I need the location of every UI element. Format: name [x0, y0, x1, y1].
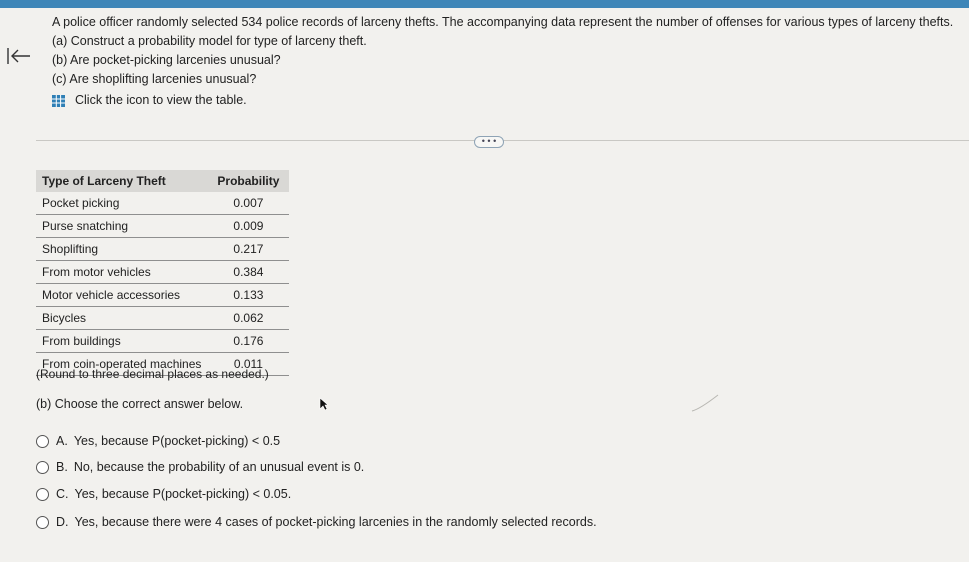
table-header-row: [36, 170, 289, 192]
view-table-link[interactable]: [52, 91, 953, 110]
answer-option-a[interactable]: [36, 434, 280, 448]
probability-cell: 0.217: [207, 238, 289, 261]
probability-cell: 0.011: [207, 353, 289, 376]
question-b-prompt: (b) Choose the correct answer below.: [36, 397, 244, 411]
radio-button-d[interactable]: [36, 516, 49, 529]
probability-cell: 0.009: [207, 215, 289, 238]
theft-type-cell: Purse snatching: [36, 215, 207, 238]
problem-intro: A police officer randomly selected 534 police records of larceny thefts. The accompanying data represent the number of offenses for various types of larceny thefts.: [52, 15, 954, 29]
radio-button-b[interactable]: [36, 461, 49, 474]
theft-type-cell: Shoplifting: [36, 238, 207, 261]
column-header-type: Type of Larceny Theft: [36, 170, 207, 192]
theft-type-cell: From coin-operated machines: [36, 353, 207, 376]
mouse-cursor-icon: [319, 397, 329, 411]
answer-option-b[interactable]: [36, 460, 364, 474]
option-text: Yes, because P(pocket-picking) < 0.5: [73, 434, 281, 448]
part-b-text: (b) Are pocket-picking larcenies unusual?: [52, 53, 281, 67]
table-row: [36, 215, 289, 238]
table-row: [36, 284, 289, 307]
rounding-note: (Round to three decimal places as needed.): [36, 367, 269, 381]
theft-type-cell: From motor vehicles: [36, 261, 207, 284]
table-row: [36, 238, 289, 261]
radio-button-a[interactable]: [36, 435, 49, 448]
top-accent-bar: [0, 0, 969, 8]
table-row: [36, 307, 289, 330]
answer-option-d[interactable]: [36, 515, 597, 529]
probability-cell: 0.007: [207, 192, 289, 215]
option-letter: C.: [56, 487, 69, 501]
expand-more-button[interactable]: • • •: [474, 136, 504, 148]
theft-type-cell: Pocket picking: [36, 192, 207, 215]
theft-type-cell: Bicycles: [36, 307, 207, 330]
column-header-probability: Probability: [207, 170, 289, 192]
probability-model-table: [36, 170, 289, 376]
view-table-label: Click the icon to view the table.: [75, 93, 247, 107]
probability-cell: 0.133: [207, 284, 289, 307]
option-letter: A.: [56, 434, 68, 448]
table-row: [36, 261, 289, 284]
back-arrow-icon[interactable]: [6, 46, 32, 66]
pen-mark: [690, 393, 720, 415]
table-row: [36, 192, 289, 215]
problem-statement: [52, 13, 953, 110]
part-c-text: (c) Are shoplifting larcenies unusual?: [52, 72, 257, 86]
option-text: No, because the probability of an unusual event is 0.: [73, 460, 365, 474]
option-letter: D.: [56, 515, 69, 529]
table-row: [36, 330, 289, 353]
answer-option-c[interactable]: [36, 487, 291, 501]
probability-cell: 0.384: [207, 261, 289, 284]
option-letter: B.: [56, 460, 68, 474]
probability-cell: 0.176: [207, 330, 289, 353]
radio-button-c[interactable]: [36, 488, 49, 501]
part-a-text: (a) Construct a probability model for type of larceny theft.: [52, 34, 367, 48]
option-text: Yes, because there were 4 cases of pocket-picking larcenies in the randomly selected records.: [74, 515, 597, 529]
probability-cell: 0.062: [207, 307, 289, 330]
option-text: Yes, because P(pocket-picking) < 0.05.: [74, 487, 292, 501]
theft-type-cell: Motor vehicle accessories: [36, 284, 207, 307]
table-icon[interactable]: [52, 95, 65, 107]
theft-type-cell: From buildings: [36, 330, 207, 353]
